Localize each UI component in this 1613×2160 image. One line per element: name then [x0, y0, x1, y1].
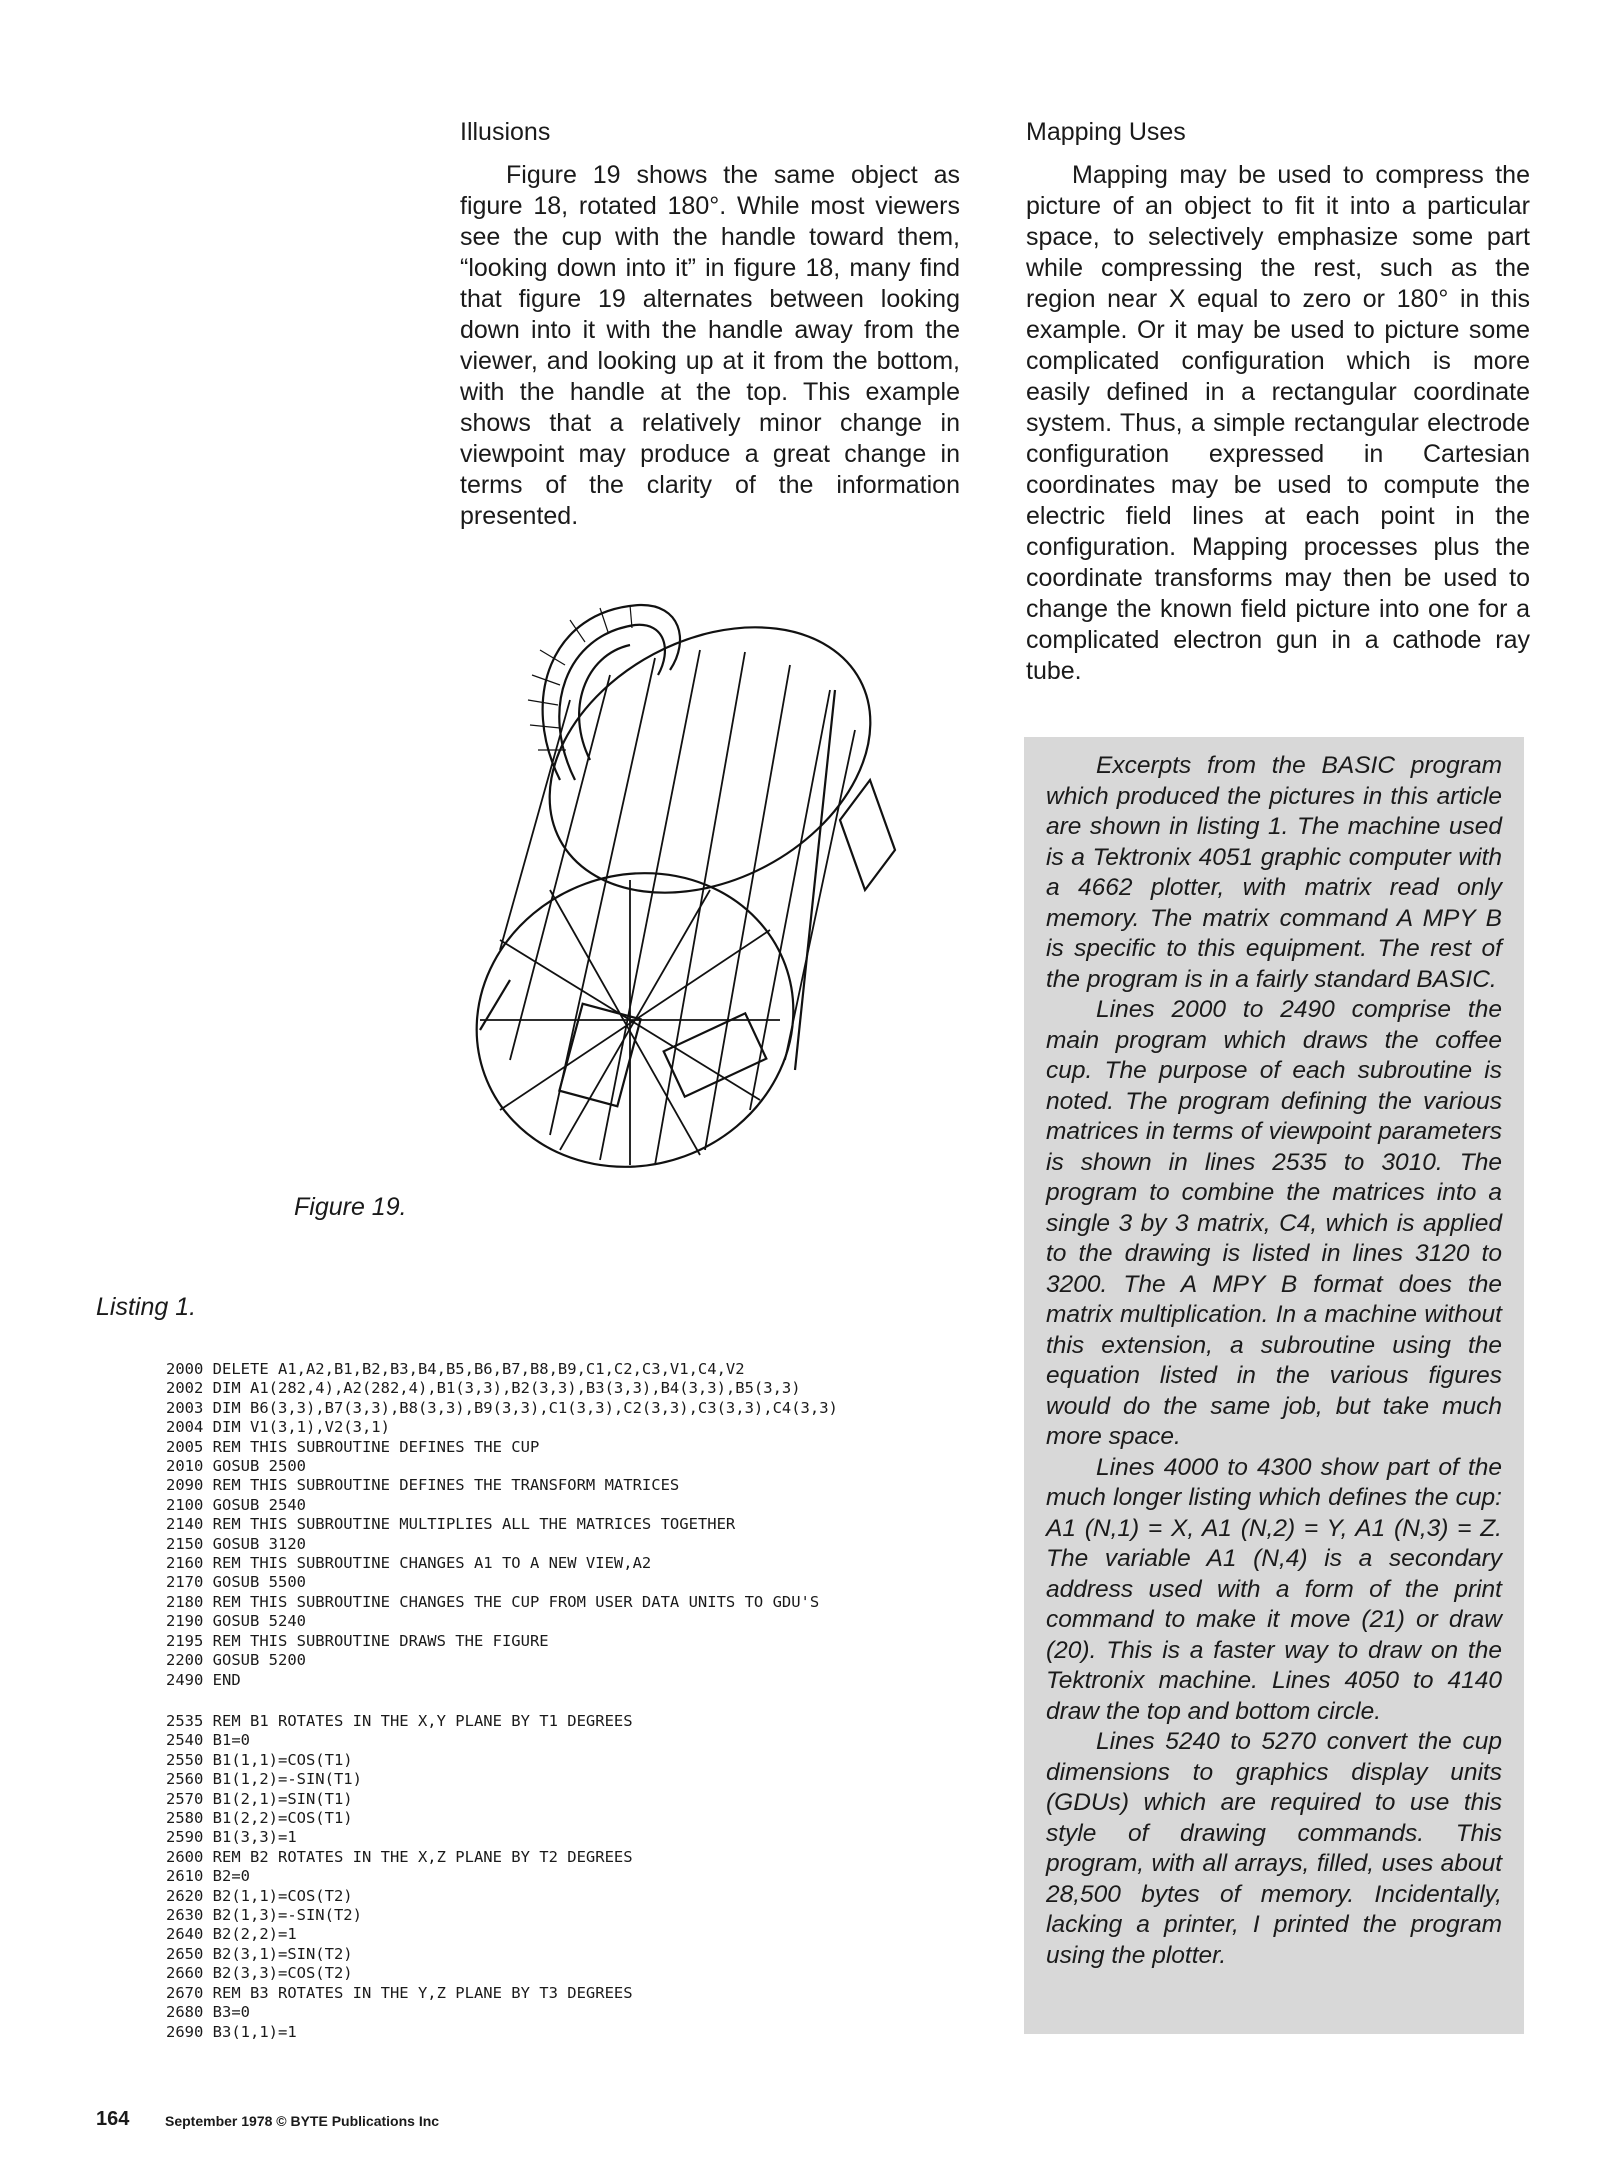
listing-code-main: 2000 DELETE A1,A2,B1,B2,B3,B4,B5,B6,B7,B8,B9,C1,C2,C3,V1,C4,V2 2002 DIM A1(282,4),A2(282,4),B1(3,3),B2(3,3),B3(3,3),B4(3,3),B5(3,3) 2003 DIM B6(3,3),B7(3,3),B8(3,3),B9(3,3),C1(3,3),C2(3,3),C3(3,3),C4(3,3) 2004 DIM V1(3,1),V2(3,1) 2005 REM THIS SUBROUTINE DEFINES THE CUP 2010 GOSUB 2500 2090 REM THIS SUBROUTINE DEFINES THE TRANSFORM MATRICES 2100 GOSUB 2540 2140 REM THIS SUBROUTINE MULTIPLIES ALL THE MATRICES TOGETHER 2150 GOSUB 3120 2160 REM THIS SUBROUTINE CHANGES A1 TO A NEW VIEW,A2 2170 GOSUB 5500 2180 REM THIS SUBROUTINE CHANGES THE CUP FROM USER DATA UNITS TO GDU'S 2190 GOSUB 5240 2195 REM THIS SUBROUTINE DRAWS THE FIGURE 2200 GOSUB 5200 2490 END: [166, 1360, 838, 1689]
mapping-paragraph: Mapping may be used to compress the picture of an object to fit it into a particular space, to selectively emphasize some part while compressing the rest, such as the region near X equal to zero or 180° in this example. Or it may be used to picture some complicated configuration which is more easily defined in a rectangular coordinate system. Thus, a simple rectangular electrode configuration expressed in Cartesian coordinates may be used to compute the electric field lines at each point in the configuration. Mapping processes plus the coordinate transforms may then be used to change the known field picture into one for a complicated electron gun in a cathode ray tube.: [1026, 161, 1530, 685]
coffee-cup-figure: [440, 590, 1020, 1190]
sidebar-box: [1024, 737, 1524, 2034]
illusions-body: [460, 160, 960, 532]
mapping-heading: Mapping Uses: [1026, 118, 1186, 146]
listing-block-1: [166, 1360, 838, 1690]
listing-code-matrices: 2535 REM B1 ROTATES IN THE X,Y PLANE BY T1 DEGREES 2540 B1=0 2550 B1(1,1)=COS(T1) 2560 B1(1,2)=-SIN(T1) 2570 B1(2,1)=SIN(T1) 2580 B1(2,2)=COS(T1) 2590 B1(3,3)=1 2600 REM B2 ROTATES IN THE X,Z PLANE BY T2 DEGREES 2610 B2=0 2620 B2(1,1)=COS(T2) 2630 B2(1,3)=-SIN(T2) 2640 B2(2,2)=1 2650 B2(3,1)=SIN(T2) 2660 B2(3,3)=COS(T2) 2670 REM B3 ROTATES IN THE Y,Z PLANE BY T3 DEGREES 2680 B3=0 2690 B3(1,1)=1: [166, 1712, 633, 2041]
listing-caption: Listing 1.: [96, 1293, 197, 1321]
illusions-paragraph: Figure 19 shows the same object as figure 18, rotated 180°. While most viewers see the cup with the handle toward them, “looking down into it” in figure 18, many find that figure 19 alternates between looking down into it with the handle away from the viewer, and looking up at it from the bottom, with the handle at the top. This example shows that a relatively minor change in viewpoint may produce a great change in terms of the clarity of the information presented.: [460, 161, 960, 530]
sidebar-paragraph: Lines 4000 to 4300 show part of the much longer listing which defines the cup: A1 (N,1) = X, A1 (N,2) = Y, A1 (N,3) = Z. The variable A1 (N,4) is a secondary address used with a form of the print command to make it move (21) or draw (20). This is a faster way to draw on the Tektronix machine. Lines 4050 to 4140 draw the top and bottom circle.: [1046, 1453, 1502, 1725]
footer-credit: September 1978 © BYTE Publications Inc: [165, 2113, 440, 2129]
illusions-heading: Illusions: [460, 118, 551, 146]
sidebar-paragraph: Excerpts from the BASIC program which produced the pictures in this article are shown in listing 1. The machine used is a Tektronix 4051 graphic computer with a 4662 plotter, with matrix read only memory. The matrix command A MPY B is specific to this equipment. The rest of the program is in a fairly standard BASIC.: [1046, 752, 1502, 993]
mapping-body: [1026, 160, 1530, 687]
figure-caption: Figure 19.: [294, 1193, 407, 1221]
sidebar-paragraph: Lines 5240 to 5270 convert the cup dimensions to graphics display units (GDUs) which are required to use this style of drawing commands. This program, with all arrays, filled, uses about 28,500 bytes of memory. Incidentally, lacking a printer, I printed the program using the plotter.: [1046, 1728, 1502, 1969]
page-number: 164: [96, 2108, 130, 2130]
listing-block-2: [166, 1712, 633, 2042]
sidebar-paragraph: Lines 2000 to 2490 comprise the main program which draws the coffee cup. The purpose of each subroutine is noted. The program defining the various matrices in terms of viewpoint parameters is shown in lines 2535 to 3010. The program to combine the matrices into a single 3 by 3 matrix, C4, which is applied to the drawing is listed in lines 3120 to 3200. The A MPY B format does the matrix multiplication. In a machine without this extension, a subroutine using the equation listed in the various figures would do the same job, but take much more space.: [1046, 996, 1502, 1450]
